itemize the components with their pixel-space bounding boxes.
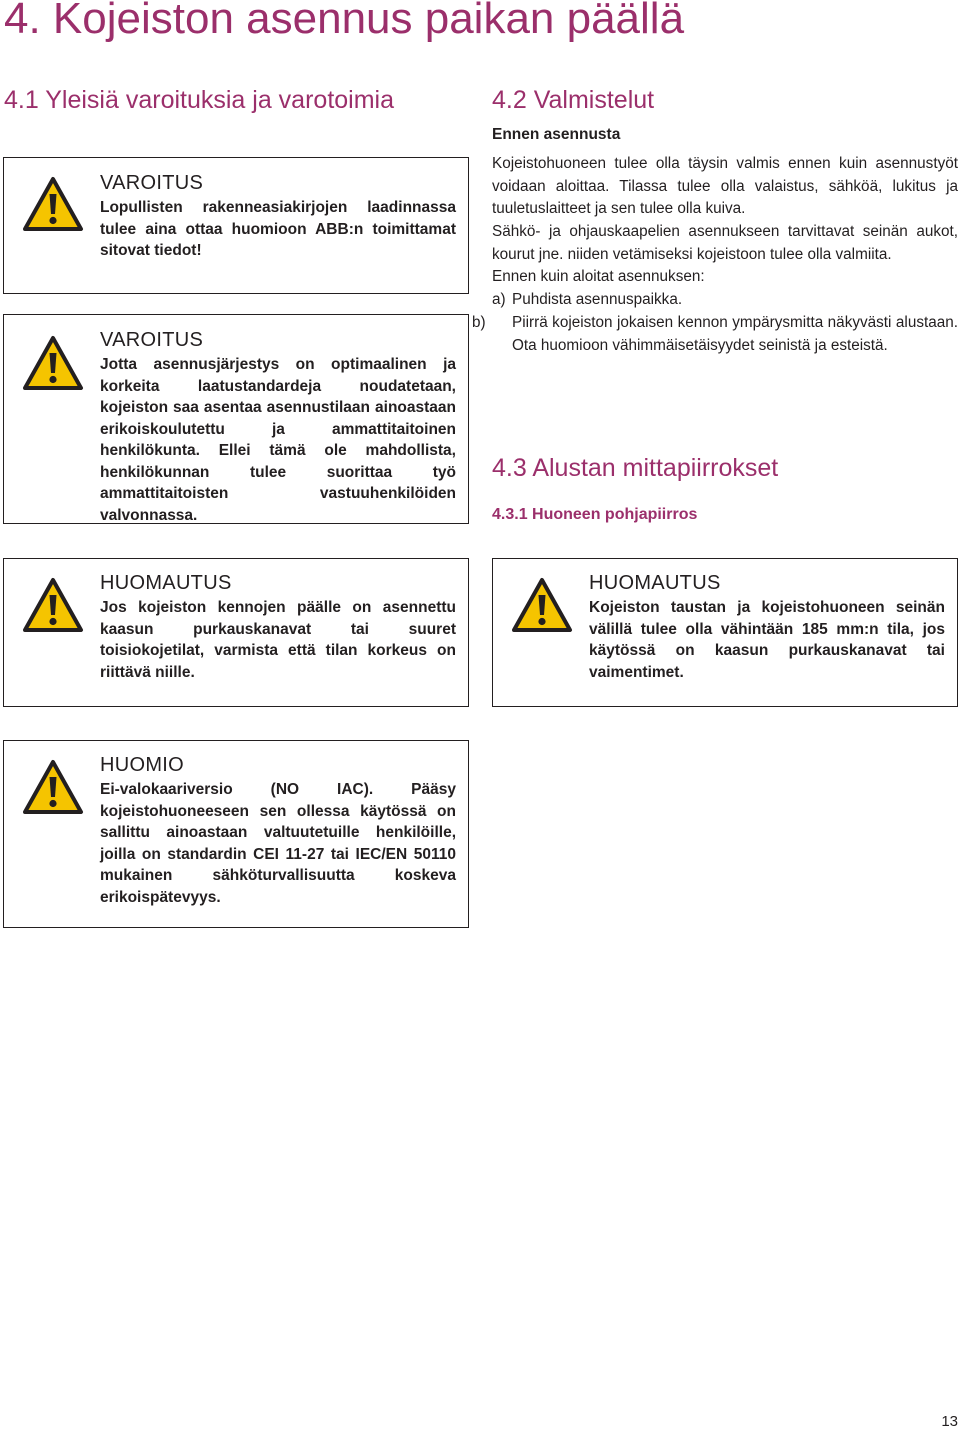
subheading-before-install: Ennen asennusta [492, 126, 621, 143]
list-item [472, 312, 958, 357]
warning-triangle-icon [22, 577, 84, 633]
notice-box-4 [492, 558, 958, 707]
warning-box-2 [3, 314, 469, 524]
paragraph-3: Ennen kuin aloitat asennuksen: [492, 268, 705, 285]
list-label: a) [492, 291, 506, 308]
warning-triangle-icon [22, 335, 84, 391]
notice-text: Kojeiston taustan ja kojeistohuoneen seinän välillä tulee olla vähintään 185 mm:n tila, jos käytössä on kaasun purkauskanavat tai vaimentimet. [589, 599, 945, 681]
section-heading-4-3: 4.3 Alustan mittapiirrokset [492, 454, 779, 482]
subsection-heading-4-3-1: 4.3.1 Huoneen pohjapiirros [492, 506, 698, 523]
warning-title: VAROITUS [100, 172, 204, 194]
section-heading-4-2: 4.2 Valmistelut [492, 86, 655, 114]
warning-text: Jotta asennusjärjestys on optimaalinen ja korkeita laatustandardeja noudatetaan, kojeiston saa asentaa asennustilaan ainoastaan erikoiskoulutettu ja ammattitaitoinen henkilökunta. Ellei tämä ole mahdollista, henkilökunnan tulee suorittaa työ ammattitaitoisten vastuuhenkilöiden valvonnassa. [100, 356, 456, 524]
paragraph-2: Sähkö- ja ohjauskaapelien asennukseen tarvittavat seinän aukot, kourut jne. niiden vetämiseksi kojeistoon tulee olla valmiita. [492, 223, 958, 263]
list-item [492, 289, 958, 312]
notice-box-5 [3, 740, 469, 928]
notice-text: Jos kojeiston kennojen päälle on asennettu kaasun purkauskanavat tai suuret toisiokojetilat, varmista että tilan korkeus on riittävä niille. [100, 599, 456, 681]
notice-text: Ei-valokaariversio (NO IAC). Pääsy kojeistohuoneeseen sen ollessa käytössä on sallittu ainoastaan valtuutetuille henkilöille, joilla on standardin CEI 11-27 tai IEC/EN 50110 mukainen sähköturvallisuutta koskeva erikoispätevyys. [100, 781, 456, 906]
notice-title: HUOMAUTUS [589, 572, 721, 594]
notice-title: HUOMAUTUS [100, 572, 232, 594]
notice-box-3 [3, 558, 469, 707]
page-number: 13 [941, 1413, 958, 1430]
warning-triangle-icon [22, 176, 84, 232]
paragraph-1: Kojeistohuoneen tulee olla täysin valmis ennen kuin asennustyöt voidaan aloittaa. Tilassa tulee olla valaistus, sähköä, lukitus ja tuuletuslaitteet ja sen tulee olla kuiva. [492, 155, 958, 217]
list-text: Piirrä kojeiston jokaisen kennon ympärysmitta näkyvästi alustaan. Ota huomioon vähimmäisetäisyydet seinistä ja esteistä. [512, 314, 958, 354]
warning-triangle-icon [511, 577, 573, 633]
warning-title: VAROITUS [100, 329, 204, 351]
warning-text: Lopullisten rakenneasiakirjojen laadinnassa tulee aina ottaa huomioon ABB:n toimittamat sitovat tiedot! [100, 199, 456, 259]
list-text: Puhdista asennuspaikka. [512, 291, 683, 308]
list-label: b) [472, 314, 486, 331]
warning-box-1 [3, 157, 469, 294]
section-heading-4-1: 4.1 Yleisiä varoituksia ja varotoimia [4, 86, 395, 114]
warning-triangle-icon [22, 759, 84, 815]
notice-title: HUOMIO [100, 754, 185, 776]
page-title: 4. Kojeiston asennus paikan päällä [4, 0, 685, 43]
